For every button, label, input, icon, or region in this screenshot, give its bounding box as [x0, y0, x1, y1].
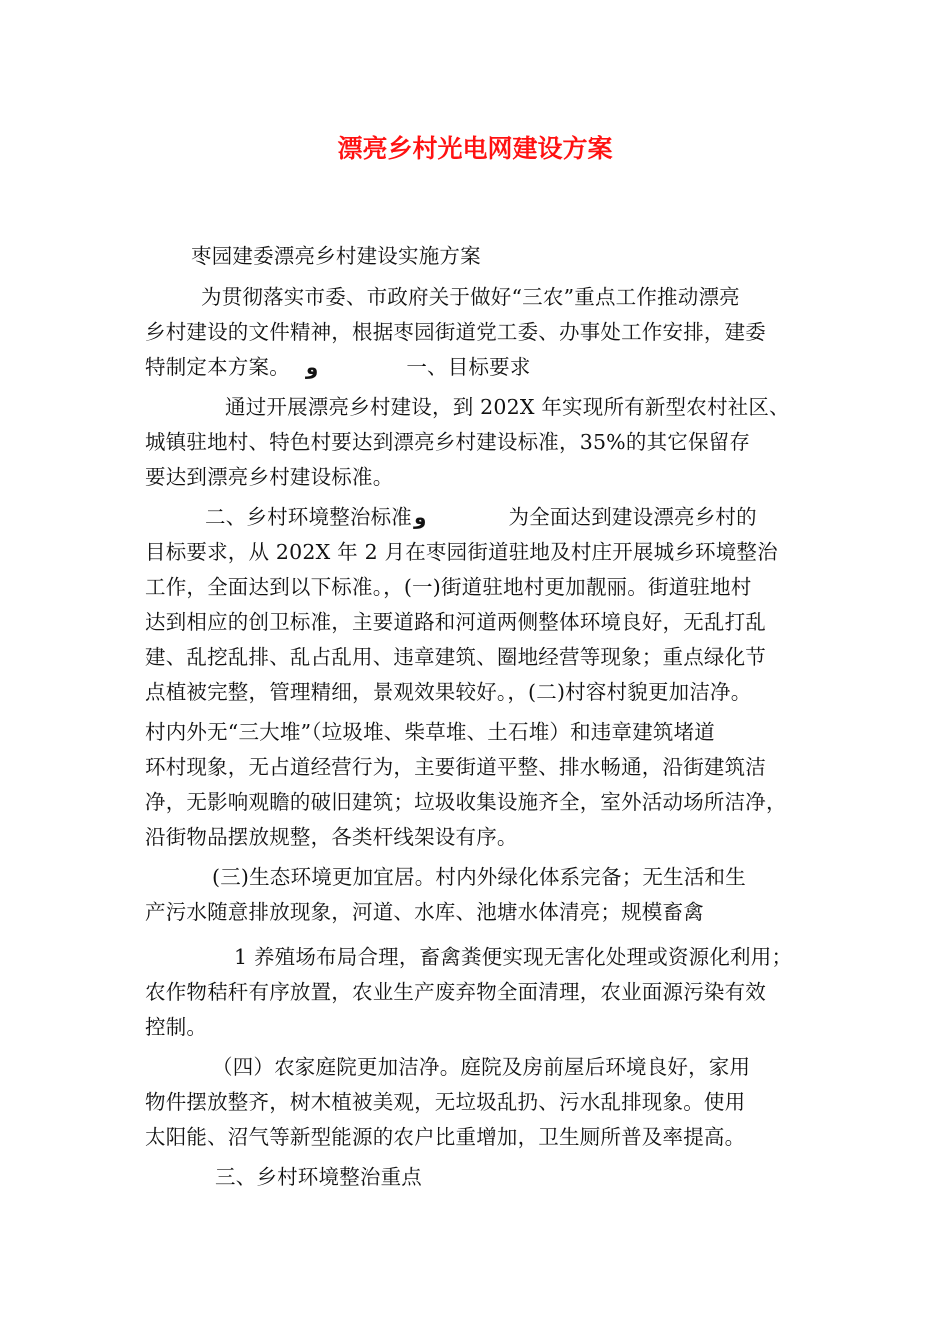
line-text: 特制定本方案。	[145, 355, 290, 379]
document-title: 漂亮乡村光电网建设方案	[337, 134, 613, 163]
body-line	[145, 537, 778, 567]
body-line	[145, 1012, 207, 1042]
section-heading: 二、乡村环境整治标准	[205, 505, 412, 529]
section-heading: 一、目标要求	[406, 355, 531, 379]
line-text: 1 养殖场布局合理，畜禽粪便实现无害化处理或资源化利用；	[234, 945, 793, 969]
line-text: 农作物秸秆有序放置，农业生产废弃物全面清理，农业面源污染有效	[145, 980, 766, 1004]
body-line	[145, 717, 715, 747]
line-text: 为全面达到建设漂亮乡村的	[508, 505, 757, 529]
body-line	[145, 1087, 745, 1117]
section-heading: 三、乡村环境整治重点	[215, 1165, 422, 1189]
line-text: 达到相应的创卫标准，主要道路和河道两侧整体环境良好，无乱打乱	[145, 610, 766, 634]
body-line	[145, 317, 766, 347]
body-line	[145, 822, 518, 852]
line-text: 枣园建委漂亮乡村建设实施方案	[191, 244, 481, 268]
stray-mark: و	[305, 355, 319, 379]
line-text: 控制。	[145, 1015, 208, 1039]
line-text: 村内外无“三大堆”（垃圾堆、柴草堆、土石堆）和违章建筑堵道	[145, 720, 716, 744]
body-line	[145, 352, 531, 382]
body-line	[145, 677, 751, 707]
line-text: （四）农家庭院更加洁净。庭院及房前屋后环境良好，家用	[212, 1055, 751, 1079]
line-text: 城镇驻地村、特色村要达到漂亮乡村建设标准，35%的其它保留存	[145, 430, 751, 454]
body-line	[212, 1052, 750, 1082]
body-line	[145, 462, 393, 492]
line-text: 建、乱挖乱排、乱占乱用、违章建筑、圈地经营等现象；重点绿化节	[145, 645, 766, 669]
line-text: 环村现象，无占道经营行为，主要街道平整、排水畅通，沿街建筑洁	[145, 755, 766, 779]
body-line	[215, 1162, 422, 1192]
body-line	[145, 1122, 745, 1152]
line-text: (三)生态环境更加宜居。村内外绿化体系完备；无生活和生	[212, 865, 746, 889]
body-line	[212, 862, 746, 892]
body-line	[145, 787, 787, 817]
stray-mark: و	[414, 505, 427, 529]
line-text: 乡村建设的文件精神，根据枣园街道党工委、办事处工作安排，建委	[145, 320, 766, 344]
line-text: 目标要求，从 202X 年 2 月在枣园街道驻地及村庄开展城乡环境整治	[145, 540, 778, 564]
line-text: 沿街物品摆放规整，各类杆线架设有序。	[145, 825, 518, 849]
line-text: 通过开展漂亮乡村建设，到 202X 年实现所有新型农村社区、	[225, 395, 790, 419]
body-line	[145, 427, 750, 457]
line-text: 为贯彻落实市委、市政府关于做好“三农”重点工作推动漂亮	[201, 285, 740, 309]
body-line	[145, 897, 704, 927]
body-line	[234, 942, 792, 972]
line-text: 太阳能、沼气等新型能源的农户比重增加，卫生厕所普及率提高。	[145, 1125, 746, 1149]
body-line	[225, 392, 790, 422]
body-line	[145, 572, 751, 602]
line-text: 要达到漂亮乡村建设标准。	[145, 465, 394, 489]
body-line	[145, 977, 766, 1007]
line-text: 物件摆放整齐，树木植被美观，无垃圾乱扔、污水乱排现象。使用	[145, 1090, 746, 1114]
body-line	[145, 642, 766, 672]
line-text: 点植被完整，管理精细，景观效果较好。，(二)村容村貌更加洁净。	[145, 680, 752, 704]
line-text: 工作，全面达到以下标准。，(一)街道驻地村更加靓丽。街道驻地村	[145, 575, 752, 599]
line-text: 净，无影响观瞻的破旧建筑；垃圾收集设施齐全，室外活动场所洁净，	[145, 790, 787, 814]
line-text: 产污水随意排放现象，河道、水库、池塘水体清亮；规模畜禽	[145, 900, 704, 924]
body-line	[145, 752, 766, 782]
body-line	[205, 502, 757, 532]
body-line	[201, 282, 740, 312]
body-line	[191, 241, 481, 271]
body-line	[145, 607, 766, 637]
